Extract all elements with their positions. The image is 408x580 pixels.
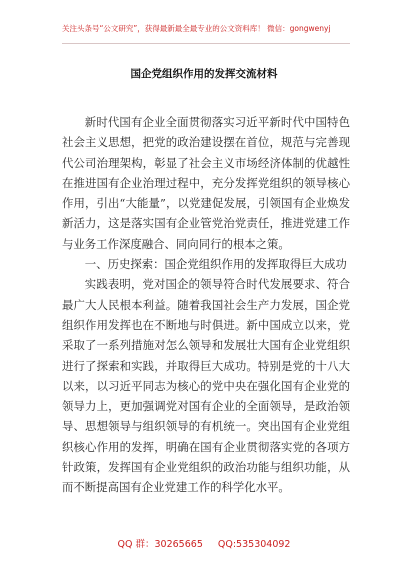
footer-contact bbox=[0, 536, 408, 550]
intro-paragraph: 新时代国有企业全面贯彻落实习近平新时代中国特色社会主义思想，把党的政治建设摆在首位，规范与完善现代公司治理架构，彰显了社会主义市场经济体制的优越性在推进国有企业治理过程中，充分发挥党组织的领导核心作用，引出“大能量”，以党建促发展，引领国有企业焕发新活力，这是落实国有企业管党治党责任，推进党建工作与业务工作深度融合、同向同行的根本之策。 bbox=[62, 115, 350, 251]
body-paragraph: 实践表明，党对国企的领导符合时代发展要求、符合最广大人民根本利益。随着我国社会生产力发展，国企党组织作用发挥也在不断地与时俱进。新中国成立以来，党采取了一系列措施对怎么领导和发展壮大国有企业党组织进行了探索和实践，并取得巨大成功。特别是党的十八大以来，以习近平同志为核心的党中央在强化国有企业党的领导力上，更加强调党对国有企业的全面领导，是政治领导、思想领导与组织领导的有机统一。突出国有企业党组织核心作用的发挥，明确在国有企业贯彻落实党的各项方针政策，发挥国有企业党组织的政治功能与组织功能，从而不断提高国有企业党建工作的科学化水平。 bbox=[62, 277, 350, 495]
header-divider bbox=[62, 43, 350, 44]
document-body bbox=[62, 112, 350, 498]
footer-qq-group: QQ 群：30265665 bbox=[117, 539, 203, 550]
section-heading: 一、历史探索：国企党组织作用的发挥取得巨大成功 bbox=[84, 257, 347, 272]
footer-qq: QQ:535304092 bbox=[217, 539, 291, 550]
header-promo-note: 关注头条号“公文研究”，获得最新最全最专业的公文资料库！ 微信：gongwenyj bbox=[62, 24, 331, 33]
document-title: 国企党组织作用的发挥交流材料 bbox=[130, 68, 278, 80]
